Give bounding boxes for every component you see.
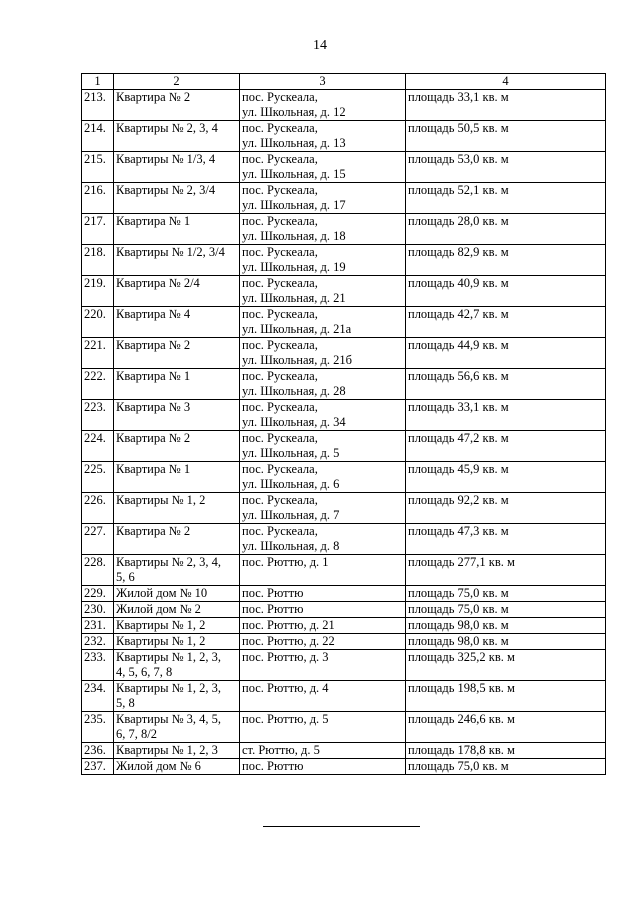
object-name-line: Квартиры № 3, 4, 5, [116,712,222,726]
table-row [82,759,606,775]
table-row [82,307,606,338]
object-name [114,586,240,602]
object-area: площадь 198,5 кв. м [406,681,606,712]
object-name [114,152,240,183]
object-address [240,759,406,775]
object-address [240,121,406,152]
object-name-line: Квартиры № 1/3, 4 [116,152,216,166]
row-number: 214. [82,121,114,152]
object-address-line: пос. Рюттю, д. 21 [242,618,335,632]
object-name [114,245,240,276]
object-name [114,276,240,307]
row-number: 226. [82,493,114,524]
row-number: 220. [82,307,114,338]
object-address [240,586,406,602]
object-name-line: Квартиры № 2, 3, 4 [116,121,218,135]
object-name [114,602,240,618]
table-row [82,586,606,602]
object-area: площадь 53,0 кв. м [406,152,606,183]
object-area: площадь 92,2 кв. м [406,493,606,524]
table-header-row [82,74,606,90]
object-name [114,634,240,650]
column-header-1: 1 [82,74,114,90]
object-address [240,618,406,634]
table-row [82,152,606,183]
object-name-line: 4, 5, 6, 7, 8 [116,665,173,679]
column-header-4: 4 [406,74,606,90]
table-row [82,743,606,759]
object-name-line: 6, 7, 8/2 [116,727,157,741]
property-table [81,73,606,775]
object-name [114,431,240,462]
object-name-line: Квартира № 1 [116,214,191,228]
object-name-line: Квартира № 2/4 [116,276,200,290]
row-number: 237. [82,759,114,775]
row-number: 224. [82,431,114,462]
object-name [114,743,240,759]
object-name [114,681,240,712]
object-name-line: Квартиры № 1, 2, 3, [116,681,222,695]
table-row [82,431,606,462]
object-name [114,307,240,338]
object-address-line: ул. Школьная, д. 19 [242,260,346,274]
object-name-line: Квартира № 4 [116,307,191,321]
object-address-line: ст. Рюттю, д. 5 [242,743,320,757]
row-number: 221. [82,338,114,369]
object-area: площадь 325,2 кв. м [406,650,606,681]
table-body [82,90,606,775]
object-address-line: пос. Рускеала, [242,121,318,135]
object-address-line: пос. Рускеала, [242,214,318,228]
object-address-line: пос. Рускеала, [242,90,318,104]
object-address [240,602,406,618]
object-name [114,618,240,634]
object-area: площадь 47,2 кв. м [406,431,606,462]
object-address-line: пос. Рускеала, [242,369,318,383]
object-address [240,245,406,276]
object-address-line: пос. Рускеала, [242,276,318,290]
object-address [240,555,406,586]
object-address-line: ул. Школьная, д. 28 [242,384,346,398]
object-address [240,90,406,121]
row-number: 218. [82,245,114,276]
object-address-line: ул. Школьная, д. 5 [242,446,340,460]
object-area: площадь 28,0 кв. м [406,214,606,245]
row-number: 216. [82,183,114,214]
object-address-line: пос. Рюттю, д. 5 [242,712,329,726]
object-address [240,276,406,307]
table-row [82,369,606,400]
object-address-line: пос. Рюттю, д. 4 [242,681,329,695]
row-number: 233. [82,650,114,681]
object-name-line: Квартиры № 1, 2, 3 [116,743,218,757]
object-area: площадь 52,1 кв. м [406,183,606,214]
table-row [82,524,606,555]
object-address [240,524,406,555]
object-name [114,712,240,743]
column-header-3: 3 [240,74,406,90]
object-name-line: Квартиры № 1, 2 [116,618,206,632]
object-area: площадь 75,0 кв. м [406,759,606,775]
object-address-line: ул. Школьная, д. 17 [242,198,346,212]
object-name-line: Квартира № 3 [116,400,191,414]
object-address [240,743,406,759]
table-row [82,121,606,152]
object-area: площадь 40,9 кв. м [406,276,606,307]
object-address-line: пос. Рюттю [242,602,304,616]
row-number: 231. [82,618,114,634]
object-name [114,759,240,775]
row-number: 219. [82,276,114,307]
table-row [82,245,606,276]
object-name-line: Квартира № 2 [116,338,191,352]
object-address-line: ул. Школьная, д. 13 [242,136,346,150]
object-name [114,524,240,555]
table-row [82,555,606,586]
object-area: площадь 44,9 кв. м [406,338,606,369]
table-row [82,214,606,245]
object-name-line: Квартира № 2 [116,431,191,445]
object-name [114,400,240,431]
row-number: 230. [82,602,114,618]
object-address-line: пос. Рускеала, [242,338,318,352]
object-address-line: пос. Рускеала, [242,307,318,321]
object-name-line: Квартиры № 1/2, 3/4 [116,245,225,259]
table-row [82,338,606,369]
object-address-line: пос. Рускеала, [242,524,318,538]
table-row [82,462,606,493]
object-name-line: Квартира № 2 [116,90,191,104]
object-address-line: пос. Рускеала, [242,431,318,445]
object-address [240,183,406,214]
object-area: площадь 42,7 кв. м [406,307,606,338]
object-address [240,400,406,431]
object-address-line: пос. Рускеала, [242,493,318,507]
row-number: 215. [82,152,114,183]
object-name [114,214,240,245]
object-name-line: Жилой дом № 10 [116,586,208,600]
object-name [114,462,240,493]
object-name-line: Квартиры № 1, 2, 3, [116,650,222,664]
object-name [114,369,240,400]
row-number: 236. [82,743,114,759]
object-area: площадь 98,0 кв. м [406,618,606,634]
object-address [240,431,406,462]
object-name-line: Квартиры № 2, 3/4 [116,183,216,197]
table-row [82,400,606,431]
object-address [240,462,406,493]
row-number: 234. [82,681,114,712]
table-row [82,681,606,712]
row-number: 227. [82,524,114,555]
object-area: площадь 33,1 кв. м [406,90,606,121]
object-name [114,338,240,369]
column-header-2: 2 [114,74,240,90]
object-address [240,493,406,524]
table-row [82,90,606,121]
object-address-line: пос. Рускеала, [242,152,318,166]
object-area: площадь 246,6 кв. м [406,712,606,743]
object-name-line: Квартира № 1 [116,369,191,383]
object-address-line: пос. Рюттю, д. 22 [242,634,335,648]
row-number: 235. [82,712,114,743]
object-name-line: Жилой дом № 2 [116,602,201,616]
table-row [82,650,606,681]
object-address [240,307,406,338]
object-name-line: 5, 6 [116,570,135,584]
object-name-line: Квартиры № 2, 3, 4, [116,555,222,569]
object-area: площадь 47,3 кв. м [406,524,606,555]
row-number: 213. [82,90,114,121]
object-address [240,152,406,183]
object-address [240,338,406,369]
row-number: 229. [82,586,114,602]
object-address-line: пос. Рускеала, [242,245,318,259]
object-name [114,90,240,121]
row-number: 225. [82,462,114,493]
object-address-line: пос. Рускеала, [242,462,318,476]
object-area: площадь 82,9 кв. м [406,245,606,276]
table-row [82,634,606,650]
row-number: 217. [82,214,114,245]
object-name [114,493,240,524]
object-address-line: пос. Рюттю, д. 1 [242,555,329,569]
object-name-line: Квартиры № 1, 2 [116,634,206,648]
object-area: площадь 75,0 кв. м [406,602,606,618]
object-address-line: пос. Рюттю, д. 3 [242,650,329,664]
table-row [82,712,606,743]
table-row [82,276,606,307]
object-area: площадь 75,0 кв. м [406,586,606,602]
object-address [240,369,406,400]
table-row [82,618,606,634]
object-area: площадь 33,1 кв. м [406,400,606,431]
object-address-line: пос. Рюттю [242,759,304,773]
object-area: площадь 277,1 кв. м [406,555,606,586]
object-area: площадь 45,9 кв. м [406,462,606,493]
table-row [82,183,606,214]
object-address-line: ул. Школьная, д. 21 [242,291,346,305]
object-address-line: ул. Школьная, д. 12 [242,105,346,119]
object-address [240,214,406,245]
object-name-line: Квартиры № 1, 2 [116,493,206,507]
object-address-line: ул. Школьная, д. 15 [242,167,346,181]
object-address [240,681,406,712]
table-row [82,493,606,524]
object-name [114,650,240,681]
object-address-line: пос. Рюттю [242,586,304,600]
object-name-line: Жилой дом № 6 [116,759,201,773]
table-row [82,602,606,618]
row-number: 228. [82,555,114,586]
object-address-line: ул. Школьная, д. 6 [242,477,340,491]
page-number: 14 [313,38,327,53]
end-separator-line [263,826,420,827]
object-area: площадь 178,8 кв. м [406,743,606,759]
row-number: 223. [82,400,114,431]
object-address-line: пос. Рускеала, [242,183,318,197]
object-address [240,712,406,743]
object-address-line: ул. Школьная, д. 7 [242,508,340,522]
object-name-line: Квартира № 2 [116,524,191,538]
object-name [114,183,240,214]
object-address-line: ул. Школьная, д. 34 [242,415,346,429]
object-address-line: ул. Школьная, д. 21б [242,353,352,367]
object-area: площадь 56,6 кв. м [406,369,606,400]
object-name [114,121,240,152]
object-area: площадь 98,0 кв. м [406,634,606,650]
object-area: площадь 50,5 кв. м [406,121,606,152]
object-address [240,634,406,650]
object-name [114,555,240,586]
object-address-line: ул. Школьная, д. 8 [242,539,340,553]
object-address-line: пос. Рускеала, [242,400,318,414]
object-address-line: ул. Школьная, д. 18 [242,229,346,243]
object-address-line: ул. Школьная, д. 21а [242,322,352,336]
object-address [240,650,406,681]
object-name-line: Квартира № 1 [116,462,191,476]
row-number: 222. [82,369,114,400]
object-name-line: 5, 8 [116,696,135,710]
row-number: 232. [82,634,114,650]
